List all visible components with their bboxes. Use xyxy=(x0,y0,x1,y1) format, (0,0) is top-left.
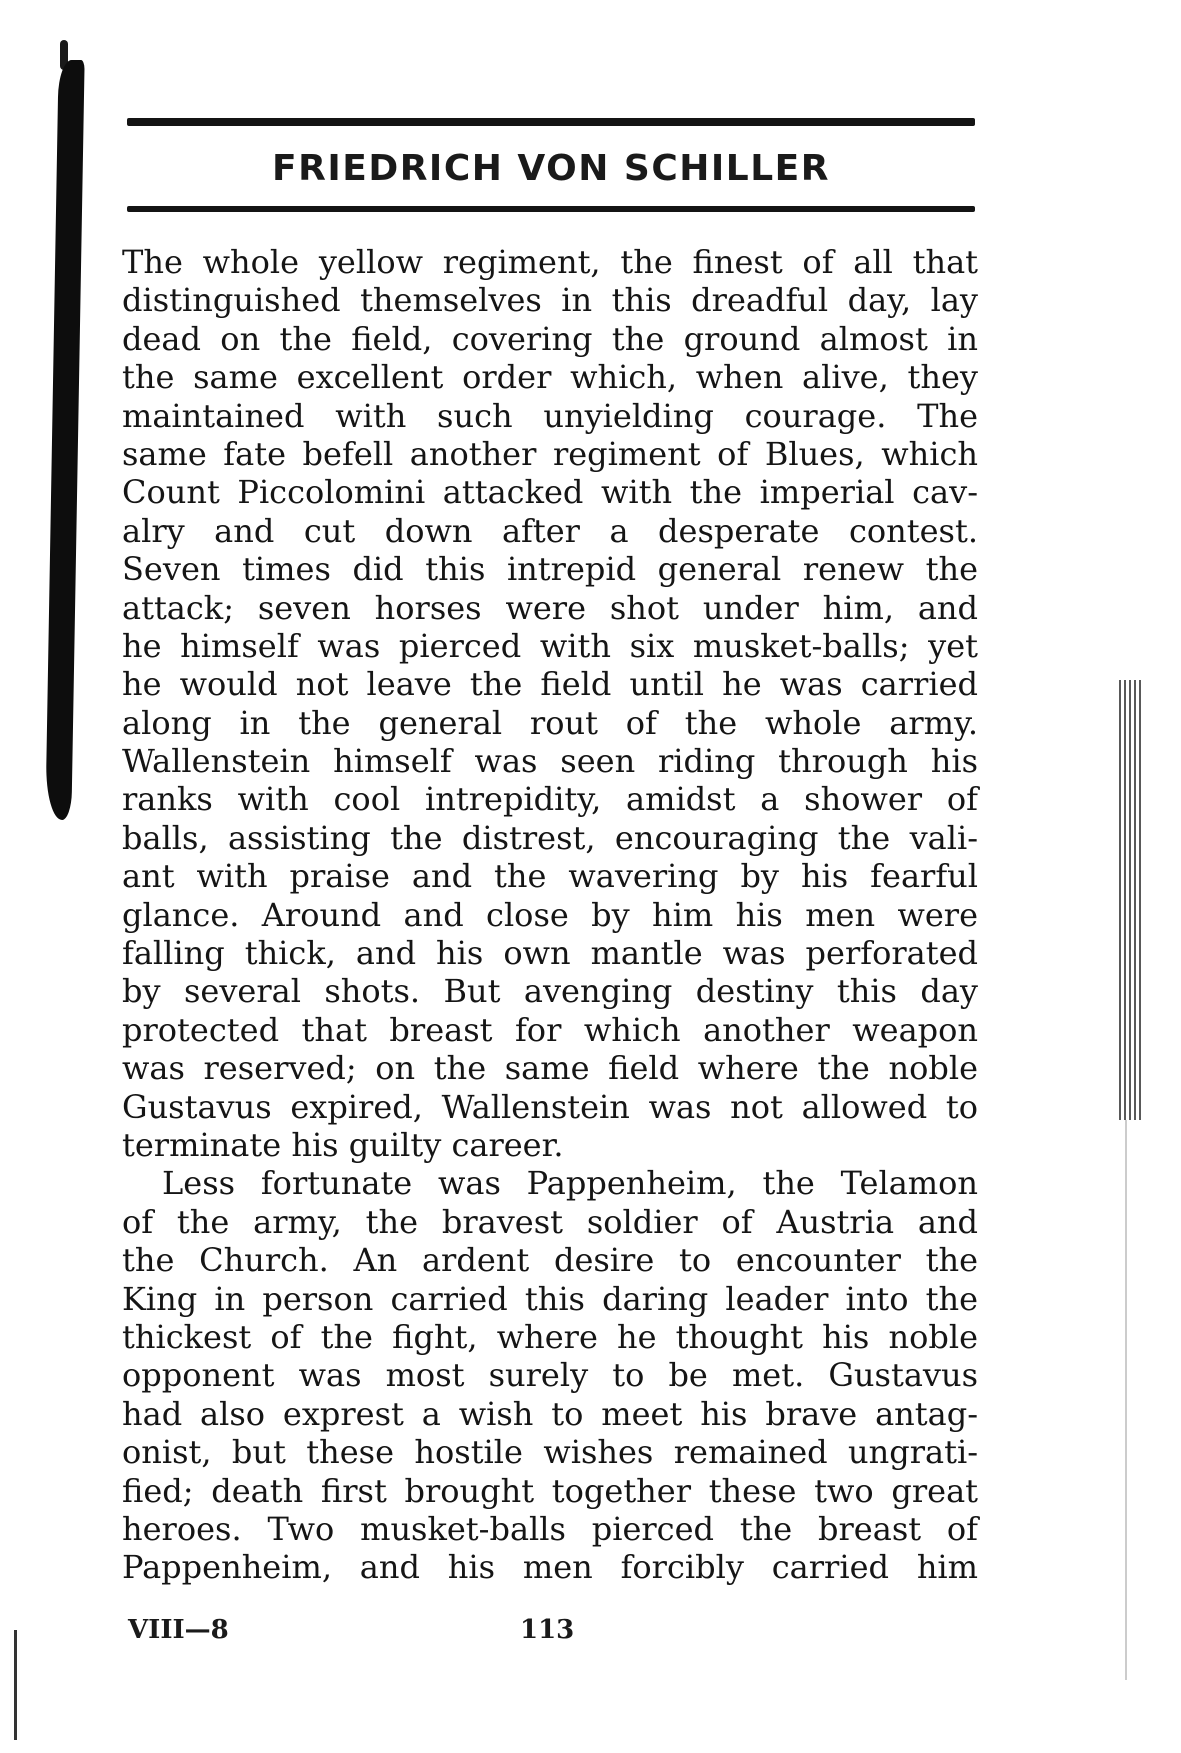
text-line: balls, assisting the distrest, encouraging the vali- xyxy=(122,818,978,857)
text-line: terminate his guilty career. xyxy=(122,1125,564,1164)
text-line: thickest of the fight, where he thought his noble xyxy=(122,1317,978,1356)
text-line: Less fortunate was Pappenheim, the Telamon xyxy=(162,1164,978,1203)
text-line: King in person carried this daring leader into the xyxy=(122,1279,978,1318)
text-line: Seven times did this intrepid general renew the xyxy=(122,550,978,589)
running-head: FRIEDRICH VON SCHILLER xyxy=(272,148,830,189)
text-line: falling thick, and his own mantle was perforated xyxy=(122,934,978,973)
text-line: the same excellent order which, when alive, they xyxy=(122,358,978,397)
text-line: he would not leave the field until he was carried xyxy=(122,665,978,704)
text-line: ant with praise and the wavering by his fearful xyxy=(122,857,978,896)
header-rule-bottom xyxy=(127,206,975,212)
text-line: had also exprest a wish to meet his brave antag- xyxy=(122,1394,978,1433)
header-rule-top xyxy=(127,118,975,126)
text-line: attack; seven horses were shot under him, and xyxy=(122,588,978,627)
scan-edge-line xyxy=(1125,1120,1127,1680)
text-line: The whole yellow regiment, the finest of all that xyxy=(122,243,978,281)
text-line: glance. Around and close by him his men were xyxy=(122,895,978,934)
text-line: Count Piccolomini attacked with the imperial cav- xyxy=(122,473,978,512)
text-line: alry and cut down after a desperate contest. xyxy=(122,511,978,550)
text-line: same fate befell another regiment of Blues, which xyxy=(122,434,978,473)
text-line: Wallenstein himself was seen riding through his xyxy=(122,742,978,781)
text-line: of the army, the bravest soldier of Austria and xyxy=(122,1202,978,1241)
text-line: ranks with cool intrepidity, amidst a shower of xyxy=(122,780,978,819)
text-line: maintained with such unyielding courage. The xyxy=(122,396,978,435)
scan-binding-shadow xyxy=(45,60,84,820)
text-line: distinguished themselves in this dreadful day, lay xyxy=(122,281,978,320)
paragraph-1 xyxy=(122,243,978,1164)
text-line: Pappenheim, and his men forcibly carried him xyxy=(122,1548,978,1587)
text-line: fied; death first brought together these two great xyxy=(122,1471,978,1510)
text-line: by several shots. But avenging destiny this day xyxy=(122,972,978,1011)
scan-margin-mark xyxy=(14,1630,17,1740)
text-line: onist, but these hostile wishes remained ungrati- xyxy=(122,1433,978,1472)
text-line: along in the general rout of the whole army. xyxy=(122,703,978,742)
page-number: 113 xyxy=(520,1615,575,1645)
paragraph-2 xyxy=(122,1164,978,1586)
scan-edge-artifact xyxy=(1119,680,1143,1120)
text-line: Gustavus expired, Wallenstein was not allowed to xyxy=(122,1087,978,1126)
text-line: opponent was most surely to be met. Gustavus xyxy=(122,1356,978,1395)
signature-mark: VIII—8 xyxy=(128,1615,229,1645)
text-line: he himself was pierced with six musket-balls; yet xyxy=(122,626,978,665)
text-line: was reserved; on the same field where the noble xyxy=(122,1049,978,1088)
text-line: protected that breast for which another weapon xyxy=(122,1010,978,1049)
text-line: dead on the field, covering the ground almost in xyxy=(122,319,978,358)
text-line: heroes. Two musket-balls pierced the breast of xyxy=(122,1509,978,1548)
body-text xyxy=(122,243,978,1587)
text-line: the Church. An ardent desire to encounter the xyxy=(122,1241,978,1280)
